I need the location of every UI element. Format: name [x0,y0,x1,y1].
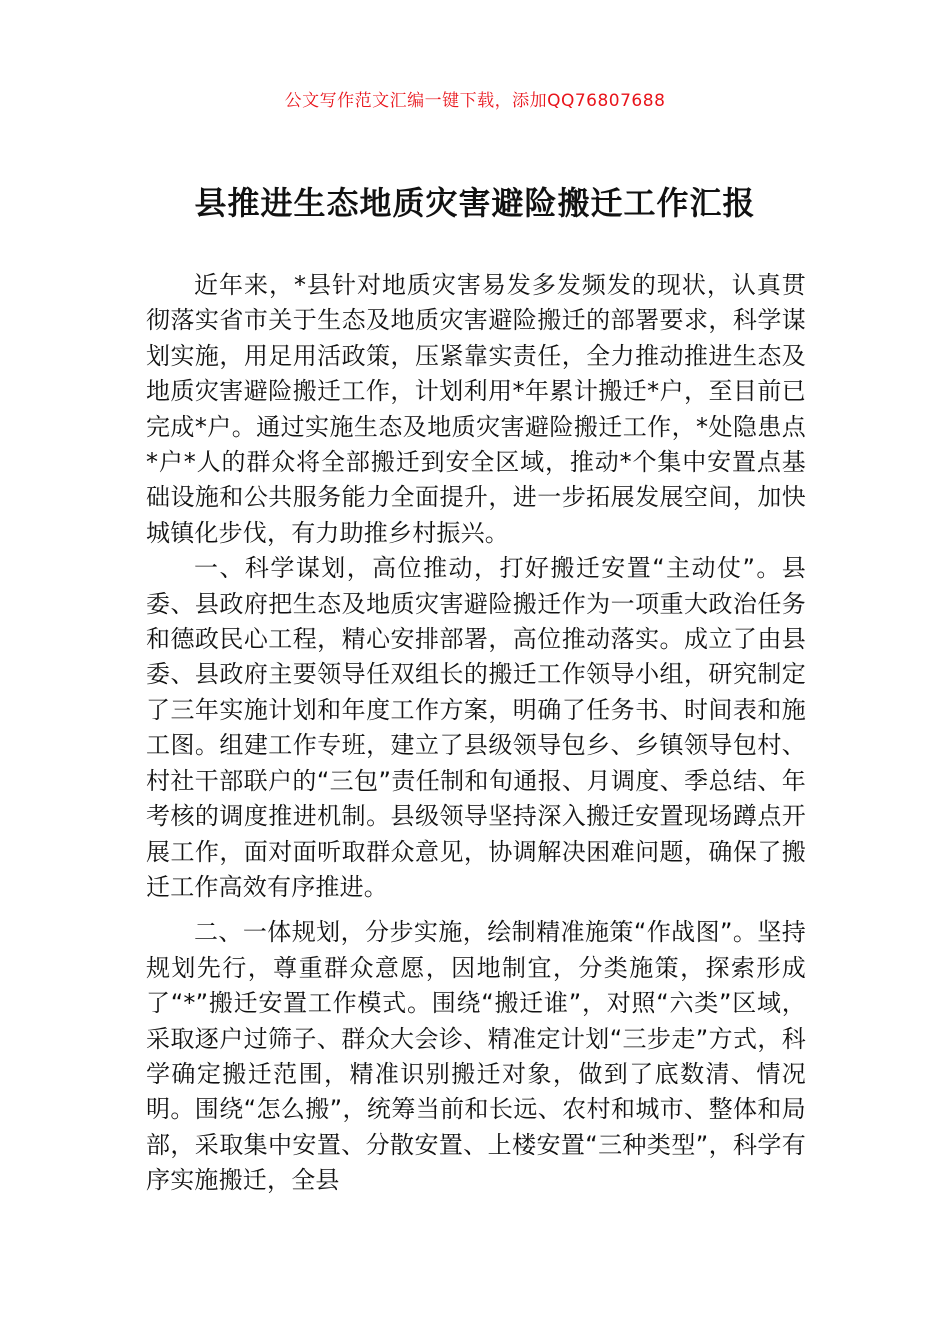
document-title: 县推进生态地质灾害避险搬迁工作汇报 [194,184,756,222]
document-body [146,268,806,1199]
paragraph-intro: 近年来，*县针对地质灾害易发多发频发的现状，认真贯彻落实省市关于生态及地质灾害避险搬迁的部署要求，科学谋划实施，用足用活政策，压紧靠实责任，全力推动推进生态及地质灾害避险搬迁工作，计划利用*年累计搬迁*户，至目前已完成*户。通过实施生态及地质灾害避险搬迁工作，*处隐患点*户*人的群众将全部搬迁到安全区域，推动*个集中安置点基础设施和公共服务能力全面提升，进一步拓展发展空间，加快城镇化步伐，有力助推乡村振兴。 [146,271,806,547]
download-notice: 公文写作范文汇编一键下载，添加QQ76807688 [284,91,666,111]
paragraph-section-2: 二、一体规划，分步实施，绘制精准施策“作战图”。坚持规划先行，尊重群众意愿，因地制宜，分类施策，探索形成了“*”搬迁安置工作模式。围绕“搬迁谁”，对照“六类”区域，采取逐户过筛子、群众大会诊、精准定计划“三步走”方式，科学确定搬迁范围，精准识别搬迁对象，做到了底数清、情况明。围绕“怎么搬”，统筹当前和长远、农村和城市、整体和局部，采取集中安置、分散安置、上楼安置“三种类型”，科学有序实施搬迁，全县 [146,918,806,1195]
paragraph-section-1: 一、科学谋划，高位推动，打好搬迁安置“主动仗”。县委、县政府把生态及地质灾害避险搬迁作为一项重大政治任务和德政民心工程，精心安排部署，高位推动落实。成立了由县委、县政府主要领导任双组长的搬迁工作领导小组，研究制定了三年实施计划和年度工作方案，明确了任务书、时间表和施工图。组建工作专班，建立了县级领导包乡、乡镇领导包村、村社干部联户的“三包”责任制和旬通报、月调度、季总结、年考核的调度推进机制。县级领导坚持深入搬迁安置现场蹲点开展工作，面对面听取群众意见，协调解决困难问题，确保了搬迁工作高效有序推进。 [146,554,806,901]
